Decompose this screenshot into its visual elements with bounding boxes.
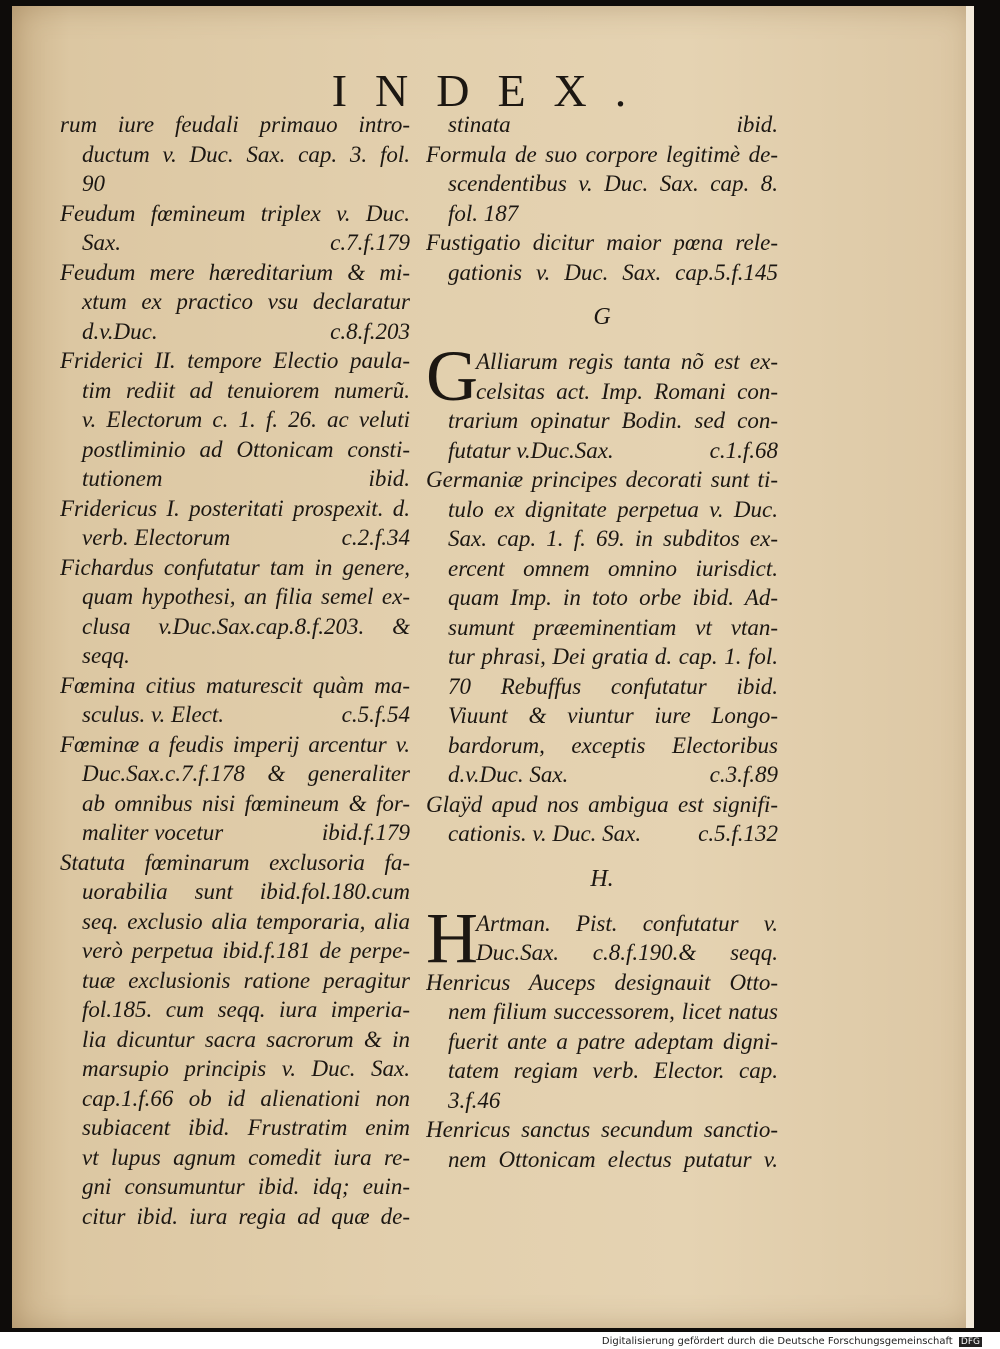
index-line <box>60 848 410 878</box>
index-line-text: seq. exclusio alia temporaria, alia <box>82 908 410 934</box>
index-line <box>60 199 410 229</box>
index-line <box>426 672 778 702</box>
index-line <box>426 524 778 554</box>
right-top-entries <box>426 110 778 287</box>
index-line-text: quam Imp. in toto orbe ibid. Ad- <box>448 585 778 610</box>
index-line-text: fol.185. cum seqq. iura imperia- <box>82 997 410 1022</box>
index-line-text: 90 <box>82 171 105 196</box>
index-line-text: Statuta fœminarum exclusoria fa- <box>60 849 410 875</box>
g-initial-block <box>426 336 778 416</box>
index-line <box>60 1054 410 1084</box>
index-line <box>60 641 410 671</box>
index-line-text: Fustigatio dicitur maior pœna rele- <box>426 230 778 255</box>
index-line <box>60 110 410 140</box>
index-line <box>426 465 778 495</box>
index-line-text: futatur v.Duc.Sax. <box>448 437 614 463</box>
index-line-text: cationis. v. Duc. Sax. <box>448 821 642 846</box>
h-first-line-2: Duc.Sax. c.8.f.190.& seqq. <box>476 940 778 965</box>
index-line-text: Germaniæ principes decorati sunt ti- <box>426 467 778 492</box>
index-line-text: Henricus sanctus secundum sanctio- <box>426 1117 778 1142</box>
right-column <box>426 110 778 1174</box>
index-line-text: lia dicuntur sacra sacrorum & in <box>82 1026 410 1052</box>
index-line-text: clusa v.Duc.Sax.cap.8.f.203. & <box>82 613 410 639</box>
index-line-text: nem Ottonicam electus putatur v. <box>448 1146 778 1172</box>
index-line-text: quam hypothesi, an filia semel ex- <box>82 584 410 609</box>
index-line-reference: ibid. <box>736 112 778 137</box>
index-line-text: 70 Rebuffus confutatur ibid. <box>448 673 778 699</box>
index-line-text: stinata <box>448 112 511 137</box>
index-line-text: tutionem <box>82 466 163 491</box>
index-line <box>60 523 410 553</box>
index-line <box>60 376 410 406</box>
index-line-text: verb. Electorum <box>82 525 231 550</box>
index-line <box>426 1027 778 1057</box>
index-line <box>426 642 778 672</box>
index-line-text: sumunt præeminentiam vt vtan- <box>448 614 778 640</box>
index-line-reference: c.5.f.54 <box>341 702 410 727</box>
index-line-text: maliter vocetur <box>82 820 224 845</box>
index-line <box>426 169 778 199</box>
index-line-text: tim rediit ad tenuiorem numerũ. <box>82 377 410 403</box>
index-line <box>60 1113 410 1143</box>
index-line-text: ductum v. Duc. Sax. cap. 3. fol. <box>82 141 410 167</box>
index-line <box>426 790 778 820</box>
index-line-reference: c.3.f.89 <box>709 762 778 787</box>
index-line <box>426 1115 778 1145</box>
index-line <box>426 613 778 643</box>
h-entries <box>426 968 778 1175</box>
index-line-text: Feudum fœmineum triplex v. Duc. <box>60 200 410 226</box>
index-line-text: Fœmina citius maturescit quàm ma- <box>60 672 410 698</box>
index-line-text: fuerit ante a patre adeptam digni- <box>448 1028 778 1054</box>
index-line-text: xtum ex practico vsu declaratur <box>82 289 410 314</box>
index-line-text: ab omnibus nisi fœmineum & for- <box>82 790 410 816</box>
index-line <box>60 1025 410 1055</box>
index-line <box>426 760 778 790</box>
left-column <box>60 110 410 1231</box>
index-line <box>60 818 410 848</box>
index-line-text: Fœminæ a feudis imperij arcentur v. <box>60 731 410 757</box>
index-line <box>426 997 778 1027</box>
index-line <box>60 789 410 819</box>
index-line <box>426 1056 778 1086</box>
index-line <box>60 346 410 376</box>
index-line-reference: c.8.f.203 <box>330 318 410 344</box>
index-line-text: seqq. <box>82 643 130 668</box>
index-line <box>60 405 410 435</box>
index-line <box>60 1143 410 1173</box>
book-page <box>12 6 974 1328</box>
index-line <box>60 287 410 317</box>
dfg-logo: DFG <box>960 1337 980 1347</box>
h-initial-block <box>426 897 778 978</box>
index-line <box>426 583 778 613</box>
index-line <box>426 436 778 466</box>
index-line <box>60 140 410 170</box>
index-line <box>60 1202 410 1232</box>
index-line-text: Feudum mere hæreditarium & mi- <box>60 259 410 285</box>
index-line-text: sculus. v. Elect. <box>82 702 224 727</box>
index-line-text: v. Electorum c. 1. f. 26. ac veluti <box>82 407 410 432</box>
index-line-text: Friderici II. tempore Electio paula- <box>60 348 410 373</box>
index-line <box>60 700 410 730</box>
index-line-text: gni consumuntur ibid. idq; euin- <box>82 1174 410 1199</box>
index-line <box>60 582 410 612</box>
index-line-text: Henricus Auceps designauit Otto- <box>426 969 778 995</box>
index-line-reference: ibid. <box>368 466 410 491</box>
digitization-footer <box>602 1336 982 1347</box>
index-line-reference: c.2.f.34 <box>341 525 410 550</box>
index-line <box>426 819 778 849</box>
index-line <box>60 671 410 701</box>
g-first-line-1: Alliarum regis tanta nõ est ex- <box>476 349 778 374</box>
index-line-text: 3.f.46 <box>448 1087 501 1113</box>
index-line <box>60 730 410 760</box>
index-line <box>60 553 410 583</box>
section-heading-h: H. <box>590 865 614 892</box>
index-line <box>60 612 410 642</box>
index-line <box>426 110 778 140</box>
index-line <box>426 731 778 761</box>
index-line-text: Formula de suo corpore legitimè de- <box>426 141 778 167</box>
index-line <box>60 1084 410 1114</box>
index-line-text: Glaÿd apud nos ambigua est signifi- <box>426 791 778 817</box>
drop-cap-h: H <box>426 897 478 978</box>
index-line-text: gationis v. Duc. Sax. cap.5.f.145 <box>448 259 778 285</box>
footer-text: Digitalisierung gefördert durch die Deutsche Forschungsgemeinschaft <box>601 1336 953 1347</box>
g-entries <box>426 406 778 849</box>
index-line <box>60 258 410 288</box>
index-line <box>426 495 778 525</box>
section-heading-g: G <box>593 304 611 330</box>
index-line-text: ercent omnem omnino iurisdict. <box>448 555 778 581</box>
index-line <box>426 258 778 288</box>
index-line <box>60 995 410 1025</box>
index-line-reference: c.5.f.132 <box>698 821 778 846</box>
index-line <box>426 140 778 170</box>
index-line-reference: c.7.f.179 <box>330 230 410 255</box>
index-line <box>60 759 410 789</box>
index-line-text: d.v.Duc. Sax. <box>448 762 569 787</box>
index-line-reference: ibid.f.179 <box>321 820 410 845</box>
page-header: INDEX. <box>331 65 655 116</box>
index-line-text: Viuunt & viuntur iure Longo- <box>448 703 778 728</box>
index-line-text: verò perpetua ibid.f.181 de perpe- <box>82 938 410 963</box>
index-line-text: scendentibus v. Duc. Sax. cap. 8. <box>448 171 778 196</box>
index-line-text: fol. 187 <box>448 200 519 226</box>
index-line-text: tulo ex dignitate perpetua v. Duc. <box>448 496 778 522</box>
index-line <box>60 1172 410 1202</box>
index-line <box>60 877 410 907</box>
h-first-line-1: Artman. Pist. confutatur v. <box>476 910 778 936</box>
index-line-text: d.v.Duc. <box>82 318 158 344</box>
index-line-text: Fichardus confutatur tam in genere, <box>60 554 410 580</box>
drop-cap-g: G <box>426 336 478 416</box>
index-line-text: cap.1.f.66 ob id alienationi non <box>82 1085 410 1111</box>
index-line-text: tuæ exclusionis ratione peragitur <box>82 967 410 993</box>
index-line <box>60 169 410 199</box>
index-line <box>426 1086 778 1116</box>
page-edge <box>966 6 974 1328</box>
index-line <box>426 968 778 998</box>
index-line <box>426 1145 778 1175</box>
index-line <box>60 464 410 494</box>
index-line-text: marsupio principis v. Duc. Sax. <box>82 1056 410 1081</box>
index-line-text: uorabilia sunt ibid.fol.180.cum <box>82 879 410 904</box>
index-line <box>60 317 410 347</box>
index-line <box>426 199 778 229</box>
index-line-text: nem filium successorem, licet natus <box>448 999 778 1024</box>
index-line <box>60 435 410 465</box>
index-line-text: trarium opinatur Bodin. sed con- <box>448 408 778 433</box>
index-line-text: tur phrasi, Dei gratia d. cap. 1. fol. <box>448 644 778 669</box>
index-line-text: Duc.Sax.c.7.f.178 & generaliter <box>82 761 410 786</box>
index-line-text: subiacent ibid. Frustratim enim <box>82 1115 410 1140</box>
index-line-text: citur ibid. iura regia ad quæ de- <box>82 1203 410 1229</box>
g-first-line-2: celsitas act. Imp. Romani con- <box>476 378 778 404</box>
index-line-text: Fridericus I. posteritati prospexit. d. <box>60 495 410 521</box>
index-line <box>60 228 410 258</box>
index-line <box>426 554 778 584</box>
index-line <box>60 907 410 937</box>
index-line <box>426 701 778 731</box>
index-line-text: rum iure feudali primauo intro- <box>60 112 410 137</box>
index-line <box>60 494 410 524</box>
index-line-text: bardorum, exceptis Electoribus <box>448 732 778 758</box>
index-line <box>60 966 410 996</box>
index-line <box>426 406 778 436</box>
index-line-text: vt lupus agnum comedit iura re- <box>82 1144 410 1170</box>
index-line <box>60 936 410 966</box>
index-line-text: Sax. cap. 1. f. 69. in subditos ex- <box>448 526 778 551</box>
index-line-reference: c.1.f.68 <box>709 437 778 463</box>
index-line-text: postliminio ad Ottonicam consti- <box>82 436 410 462</box>
index-line-text: Sax. <box>82 230 121 255</box>
index-line-text: tatem regiam verb. Elector. cap. <box>448 1058 778 1083</box>
index-line <box>426 228 778 258</box>
